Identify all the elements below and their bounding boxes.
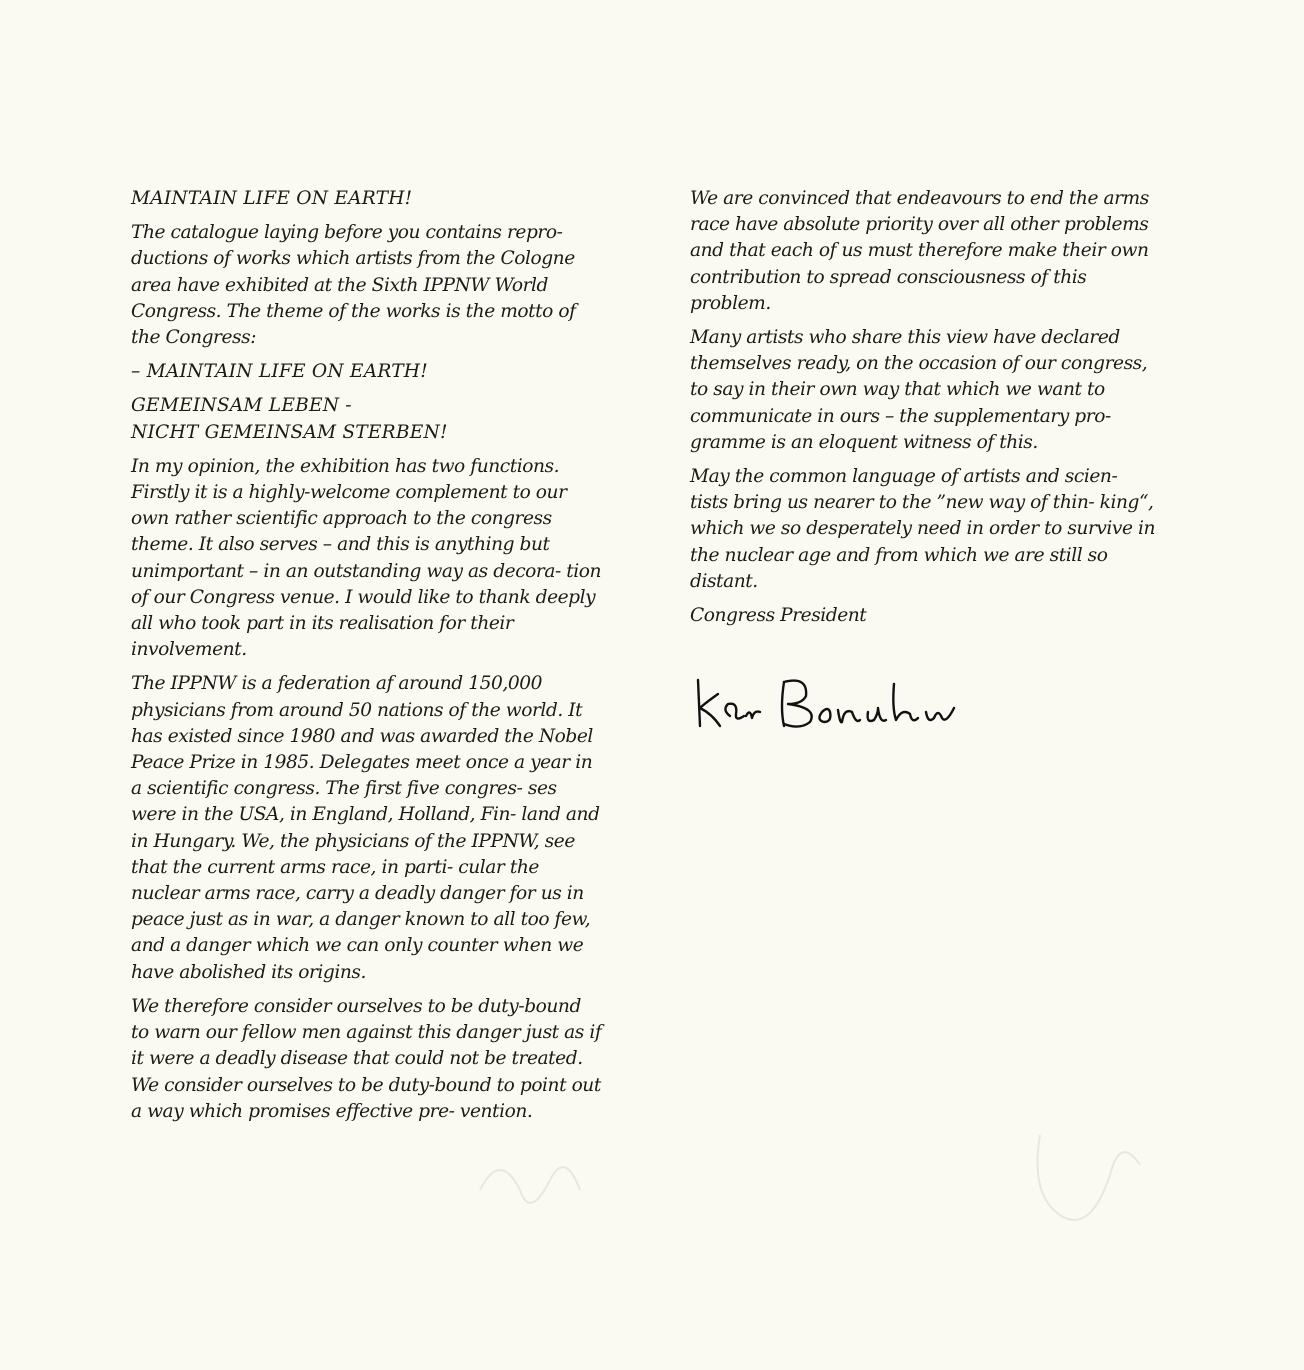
signoff-title: Congress President	[690, 605, 867, 627]
handwritten-signature	[688, 668, 978, 738]
conviction-paragraph: We are convinced that endeavours to end the arms race have absolute priority over all other problems and that each of us must therefore make their own contribution to spread consciousness of this problem.	[690, 188, 1149, 314]
german-motto	[131, 393, 603, 445]
ippnw-paragraph: The IPPNW is a federation af around 150,000 physicians from around 50 nations of the world. It has existed since 1980 and was awarded the Nobel Peace Prize in 1985. Delegates meet once a year in a scientific congress. The first five congres- ses were in the USA, in England, Holland, Fin- land and in Hungary. We, the physicians of the IPPNW, see that the current arms race, in parti- cular the nuclear arms race, carry a deadly danger for us in peace just as in war, a danger known to all too few, and a danger which we can only counter when we have abolished its origins.	[131, 673, 600, 983]
right-column	[690, 186, 1160, 637]
duty-paragraph: We therefore consider ourselves to be duty-bound to warn our fellow men against this danger just as if it were a deadly disease that could not be treated. We consider ourselves to be duty-bound to point out a way which promises effective pre- vention.	[131, 995, 602, 1122]
intro-paragraph: The catalogue laying before you contains repro- ductions of works which artists from the Cologne area have exhibited at the Sixth IPPNW World Congress. The theme of the works is the motto of the Congress:	[131, 222, 576, 349]
german-motto-line-2: NICHT GEMEINSAM STERBEN!	[131, 421, 448, 443]
left-column	[131, 186, 603, 1133]
page-title: MAINTAIN LIFE ON EARTH!	[131, 188, 413, 209]
motto-line: – MAINTAIN LIFE ON EARTH!	[131, 361, 428, 383]
german-motto-line-1: GEMEINSAM LEBEN -	[131, 395, 352, 417]
artists-paragraph: Many artists who share this view have declared themselves ready, on the occasion of our congress, to say in their own way that which we want to communicate in ours – the supplementary pro- gramme is an eloquent witness of this.	[690, 327, 1148, 453]
functions-paragraph: In my opinion, the exhibition has two functions. Firstly it is a highly-welcome complement to our own rather scientific approach to the congress theme. It also serves – and this is anything but unimportant – in an outstanding way as decora- tion of our Congress venue. I would like to thank deeply all who took part in its realisation for their involvement.	[131, 455, 602, 661]
language-paragraph: May the common language of artists and scien- tists bring us nearer to the ”new way of thin- king“, which we so desperately need in order to survive in the nuclear age and from which we are still so distant.	[690, 466, 1156, 592]
